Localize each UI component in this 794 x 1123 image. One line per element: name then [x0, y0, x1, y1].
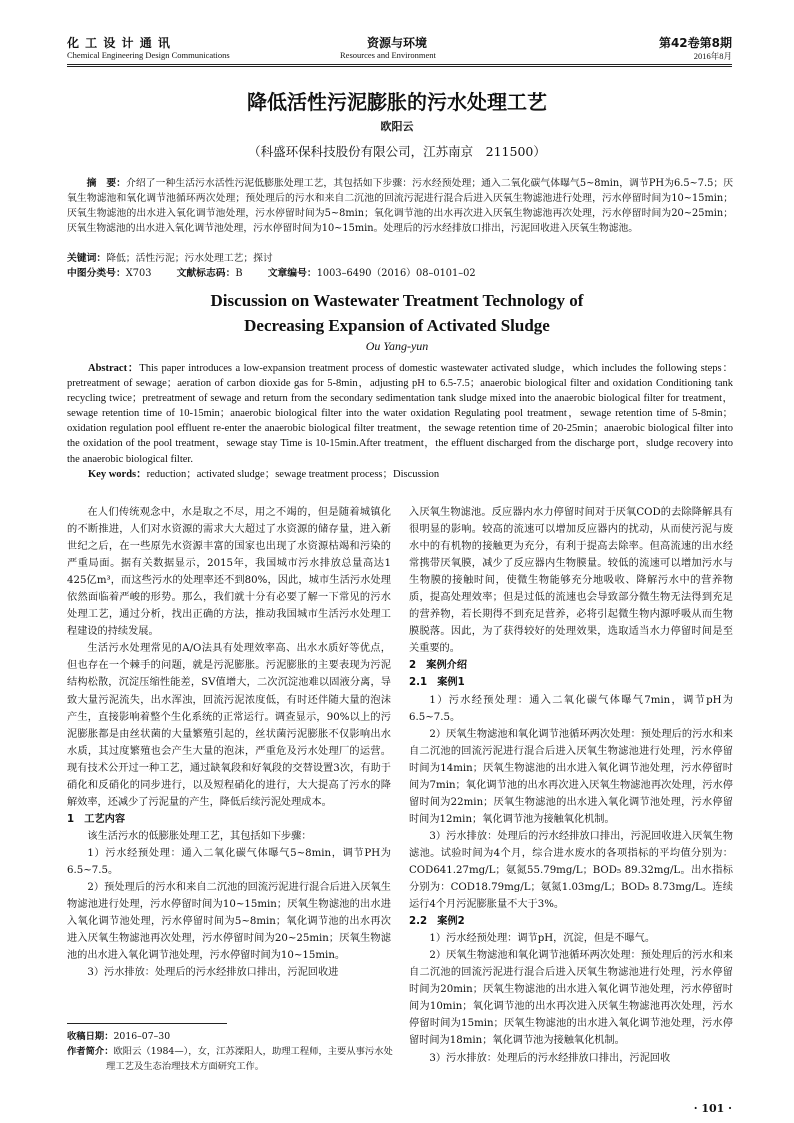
cls-value: X703	[125, 268, 152, 279]
section-name-en: Resources and Environment	[340, 50, 436, 60]
running-header	[67, 34, 732, 64]
paragraph: 在人们传统观念中，水是取之不尽，用之不竭的，但是随着城镇化的不断推进，人们对水资源的需求大大超过了水资源的储存量，进入新世纪之后，在一些原先水资源丰富的国家也出现了水资源枯竭和污染的严重局面。据有关数据显示，2015年，我国城市污水排放总量高达1 425亿m³，而这些污水的处理率还不到80%，因此，城市生活污水处理依然面临着严峻的形势。那么，我们就十分有必要了解一下常见的污水处理工艺，通过分析，找出正确的方法，推动我国城市生活污水处理工程建设的持续发展。	[67, 507, 391, 638]
paragraph: 生活污水处理常见的A/O法具有处理效率高、出水水质好等优点，但也存在一个棘手的问题，就是污泥膨胀。污泥膨胀的主要表现为污泥结构松散，沉淀压缩性能差，SV值增大，二次沉淀池难以固液分离，导致大量污泥流失，出水浑浊，回流污泥浓度低，有时还伴随大量的泡沫产生，直接影响着整个生化系统的正常运行。调查显示，90%以上的污泥膨胀都是由丝状菌的大量繁殖引起的，丝状菌污泥膨胀不仅影响出水水质，其过度繁殖也会产生大量的泡沫，严重危及污水处理厂的运营。现有技术公开过一种工艺，通过缺氧段和好氧段的交替设置3次，有助于硝化和反硝化的同步进行，以及短程硝化的进行，大大提高了污水的降解效率，还减少了污泥量的产生，降低后续污泥处理成本。	[67, 643, 391, 808]
english-author: Ou Yang-yun	[365, 339, 429, 353]
english-keywords-text: reduction；activated sludge；sewage treatment process；Discussion	[146, 468, 440, 480]
english-title-line-1: Discussion on Wastewater Treatment Technology of	[210, 291, 584, 310]
paragraph: 入厌氧生物滤池。反应器内水力停留时间对于厌氧COD的去除降解具有很明显的影响。较高的流速可以增加反应器内的扰动，从而使污泥与废水中的有机物的接触更为充分，有利于提高去除率。但高流速的出水经常携带厌氧膜，减少了反应器内生物膜量。较低的流速可以增加污水与生物膜的接触时间，使微生物能够充分地吸收、降解污水中的营养物质，提高处理效率；但是过低的流速也会导致部分微生物无法得到充足的营养物，若长期得不到充足营养，必将引起微生物内源呼吸从而生物膜脱落。因此，为了获得较好的处理效果，选取适当水力停留时间是至关重要的。	[409, 507, 733, 655]
paragraph: 1）污水经预处理：通入二氧化碳气体曝气7min，调节pH为6.5~7.5。	[409, 694, 733, 723]
journal-name-cn: 化 工 设 计 通 讯	[67, 36, 171, 50]
doc-value: B	[235, 268, 243, 279]
english-title-line-2: Decreasing Expansion of Activated Sludge	[244, 316, 550, 335]
paragraph: 2）厌氧生物滤池和氧化调节池循环两次处理：预处理后的污水和来自二沉池的回流污泥进行混合后进入厌氧生物滤池进行处理，污水停留时间为20min；厌氧生物滤池的出水进入氧化调节池处理，污水停留时间为10min；氧化调节池的出水再次进入厌氧生物滤池再次处理，污水停留时间为15min；厌氧生物滤池的出水进入氧化调节池处理，污水停留时间为18min；氧化调节池为接触氧化机制。	[409, 950, 733, 1047]
keywords-label: 关键词：	[67, 253, 107, 264]
paragraph: 3）污水排放：处理后的污水经排放口排出，污泥回收进入厌氧生物滤池。试验时间为4个月，综合进水废水的各项指标的平均值分别为：COD641.27mg/L；氨氮55.79mg/L；BOD₅ 89.32mg/L。出水指标分别为：COD18.79mg/L；氨氮1.03mg/L；BOD₅ 8.73mg/L。连续运行4个月污泥膨胀量不大于3%。	[409, 830, 733, 911]
volume-issue: 第42卷第8期	[658, 36, 732, 50]
header-rule	[67, 64, 732, 65]
keywords-cn	[67, 251, 733, 266]
received-date-label: 收稿日期：	[67, 1031, 114, 1042]
received-date: 2016–07–30	[113, 1031, 171, 1042]
footnote-rule	[67, 1023, 227, 1024]
keywords-text: 降低；活性污泥；污水处理工艺；探讨	[106, 253, 273, 264]
paper-title: 降低活性污泥膨胀的污水处理工艺	[247, 90, 547, 114]
header-rule-thin	[67, 66, 732, 67]
abstract-cn	[67, 176, 733, 236]
body-column-left	[67, 504, 391, 981]
paragraph: 2）厌氧生物滤池和氧化调节池循环两次处理：预处理后的污水和来自二沉池的回流污泥进行混合后进入厌氧生物滤池进行处理，污水停留时间为14min；厌氧生物滤池的出水进入氧化调节池处理，污水停留时间为7min；氧化调节池的出水再次进入厌氧生物滤池再次处理，污水停留时间为22min；厌氧生物滤池的出水进入氧化调节池处理，污水停留时间为12min；氧化调节池为接触氧化机制。	[409, 728, 733, 825]
english-abstract-text: This paper introduces a low-expansion treatment process of domestic wastewater activated sludge，which includes the following steps：pretreatment of sewage；aeration of carbon dioxide gas for 5-8min，adjusting pH to 6.5-7.5；anaerobic biological filter and oxidation Conditioning tank recycling twice；pretreatment of sewage and return from the secondary sedimentation tank sludge mixed into the anaerobic biological filter for treatment，sewage retention time of 10-15min；anaerobic biological filter into the water oxidation Regulating pool treatment，sewage retention time of 5-8min；oxidation regulation pool effluent re-enter the anaerobic biological filter treatment，the sewage retention time of 20-25min；anaerobic biological filter into the oxidation of the pool treatment，sewage stay Time is 10-15min.After treatment，the effluent discharged from the discharge port，sludge recovery into the anaerobic biological filter.	[67, 363, 733, 465]
abstract-text: 介绍了一种生活污水活性污泥低膨胀处理工艺，其包括如下步骤：污水经预处理；通入二氧化碳气体曝气5~8min，调节PH为6.5~7.5；厌氧生物滤池和氧化调节池循环两次处理；预处理后的污水和来自二沉池的回流污泥进行混合后进入厌氧生物滤池进行处理，污水停留时间为10~15min；厌氧生物滤池的出水进入氧化调节池处理，污水停留时间为5~8min；氧化调节池的出水再次进入厌氧生物滤池再次处理，污水停留时间为20~25min；厌氧生物滤池的出水进入氧化调节池处理，污水停留时间为10~15min。处理后的污水经排放口排出，污泥回收进入厌氧生物滤池。	[67, 178, 733, 234]
english-keywords-label: Key words：	[88, 468, 147, 480]
paragraph: 3）污水排放：处理后的污水经排放口排出，污泥回收	[429, 1052, 671, 1064]
page-number: · 101 ·	[693, 1102, 732, 1115]
article-value: 1003–6490（2016）08–0101–02	[316, 268, 476, 279]
classification-line	[67, 266, 733, 281]
paragraph: 1）污水经预处理：通入二氧化碳气体曝气5~8min，调节PH为6.5~7.5。	[67, 847, 391, 876]
abstract-label: 摘 要：	[86, 178, 127, 189]
body-column-right	[409, 504, 733, 1067]
subsection-heading: 2.1 案例1	[409, 677, 465, 689]
paragraph: 1）污水经预处理：调节pH，沉淀，但是不曝气。	[429, 933, 656, 945]
doc-label: 文献标志码：	[176, 268, 236, 279]
english-title	[0, 288, 794, 338]
journal-name-en: Chemical Engineering Design Communications	[67, 50, 230, 60]
section-heading: 1 工艺内容	[67, 813, 126, 825]
paragraph: 该生活污水的低膨胀处理工艺，其包括如下步骤：	[87, 830, 312, 842]
english-abstract-label: Abstract：	[88, 363, 140, 374]
author-bio: 欧阳云（1984—），女，江苏溧阳人，助理工程师，主要从事污水处理工艺及生态治理技术方面研究工作。	[106, 1046, 393, 1072]
cls-label: 中图分类号：	[67, 268, 126, 279]
section-name-cn: 资源与环境	[367, 36, 428, 50]
author-bio-label: 作者简介：	[67, 1046, 114, 1057]
section-heading: 2 案例介绍	[409, 660, 468, 672]
article-label: 文章编号：	[267, 268, 317, 279]
english-abstract	[67, 361, 733, 482]
author-affiliation: （科盛环保科技股份有限公司，江苏南京 211500）	[248, 144, 546, 159]
paragraph: 3）污水排放：处理后的污水经排放口排出，污泥回收进	[87, 967, 339, 979]
paper-author: 欧阳云	[380, 120, 414, 133]
footnote	[67, 1029, 397, 1074]
paragraph: 2）预处理后的污水和来自二沉池的回流污泥进行混合后进入厌氧生物滤池进行处理，污水停留时间为10~15min；厌氧生物滤池的出水进入氧化调节池处理，污水停留时间为5~8min；氧化调节池的出水再次进入厌氧生物滤池再次处理，污水停留时间为20~25min；厌氧生物滤池的出水进入氧化调节池处理，污水停留时间为10~15min。	[67, 882, 391, 962]
subsection-heading: 2.2 案例2	[409, 916, 465, 928]
issue-date: 2016年8月	[693, 51, 732, 61]
